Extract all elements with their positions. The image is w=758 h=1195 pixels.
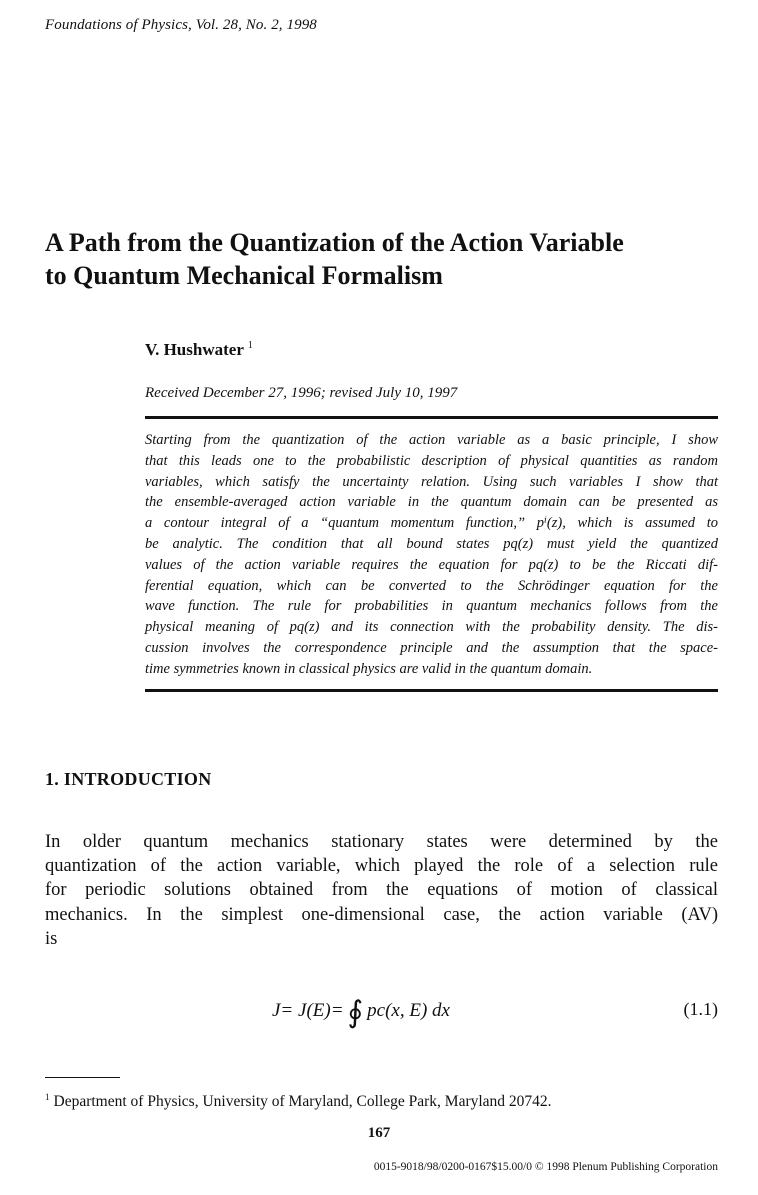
contour-integral-symbol: ∮ — [347, 996, 364, 1029]
abstract-line: the ensemble-averaged action variable in the quantum domain can be presented as — [145, 494, 718, 511]
author-footnote-mark: 1 — [247, 340, 253, 351]
footnote — [45, 1092, 552, 1111]
abstract-line: a contour integral of a “quantum momentum function,” pⁱ(z), which is assumed to — [145, 515, 718, 532]
abstract-line: physical meaning of pq(z) and its connection with the probability density. The dis- — [145, 619, 718, 636]
paragraph-line: quantization of the action variable, which played the role of a selection rule — [45, 856, 718, 877]
paragraph-line: is — [45, 928, 58, 949]
author-name: V. Hushwater — [145, 340, 244, 359]
abstract-line: Starting from the quantization of the action variable as a basic principle, I show — [145, 432, 718, 448]
footnote-text: Department of Physics, University of Maryland, College Park, Maryland 20742. — [53, 1093, 552, 1110]
abstract-line: values of the action variable requires the equation for pq(z) to be the Riccati dif- — [145, 556, 718, 573]
abstract-top-rule — [145, 416, 718, 419]
intro-paragraph — [45, 830, 718, 951]
equation-lhs: J= J(E)= — [272, 1000, 344, 1021]
paper-title — [45, 226, 725, 292]
section-heading: 1. INTRODUCTION — [45, 769, 212, 789]
title-line: to Quantum Mechanical Formalism — [45, 261, 443, 290]
abstract-line: variables, which satisfy the uncertainty relation. Using such variables I show that — [145, 473, 718, 490]
journal-citation: Foundations of Physics, Vol. 28, No. 2, 1998 — [45, 17, 317, 33]
received-dates: Received December 27, 1996; revised July 10, 1997 — [145, 385, 458, 401]
equation-rhs: pc(x, E) dx — [367, 1000, 450, 1021]
footnote-rule — [45, 1077, 120, 1078]
footnote-mark: 1 — [45, 1092, 50, 1102]
title-line: A Path from the Quantization of the Action Variable — [45, 228, 624, 257]
paragraph-line: In older quantum mechanics stationary states were determined by the — [45, 832, 718, 852]
paragraph-line: for periodic solutions obtained from the equations of motion of classical — [45, 880, 718, 901]
abstract-line: be analytic. The condition that all bound states pq(z) must yield the quantized — [145, 535, 718, 552]
abstract-line: that this leads one to the probabilistic description of physical quantities as random — [145, 452, 718, 469]
abstract-line: wave function. The rule for probabilities in quantum mechanics follows from the — [145, 598, 718, 615]
abstract-line: ferential equation, which can be converted to the Schrödinger equation for the — [145, 577, 718, 594]
abstract-line: time symmetries known in classical physics are valid in the quantum domain. — [145, 660, 593, 677]
equation-number: (1.1) — [683, 999, 718, 1019]
abstract-line: cussion involves the correspondence principle and the assumption that the space- — [145, 639, 718, 656]
copyright-line: 0015-9018/98/0200-0167$15.00/0 © 1998 Plenum Publishing Corporation — [373, 1161, 718, 1173]
abstract — [145, 430, 718, 680]
equation-1-1 — [272, 995, 450, 1030]
abstract-bottom-rule — [145, 689, 718, 692]
page-number: 167 — [367, 1125, 391, 1141]
author — [145, 340, 253, 360]
paragraph-line: mechanics. In the simplest one-dimensional case, the action variable (AV) — [45, 904, 718, 925]
